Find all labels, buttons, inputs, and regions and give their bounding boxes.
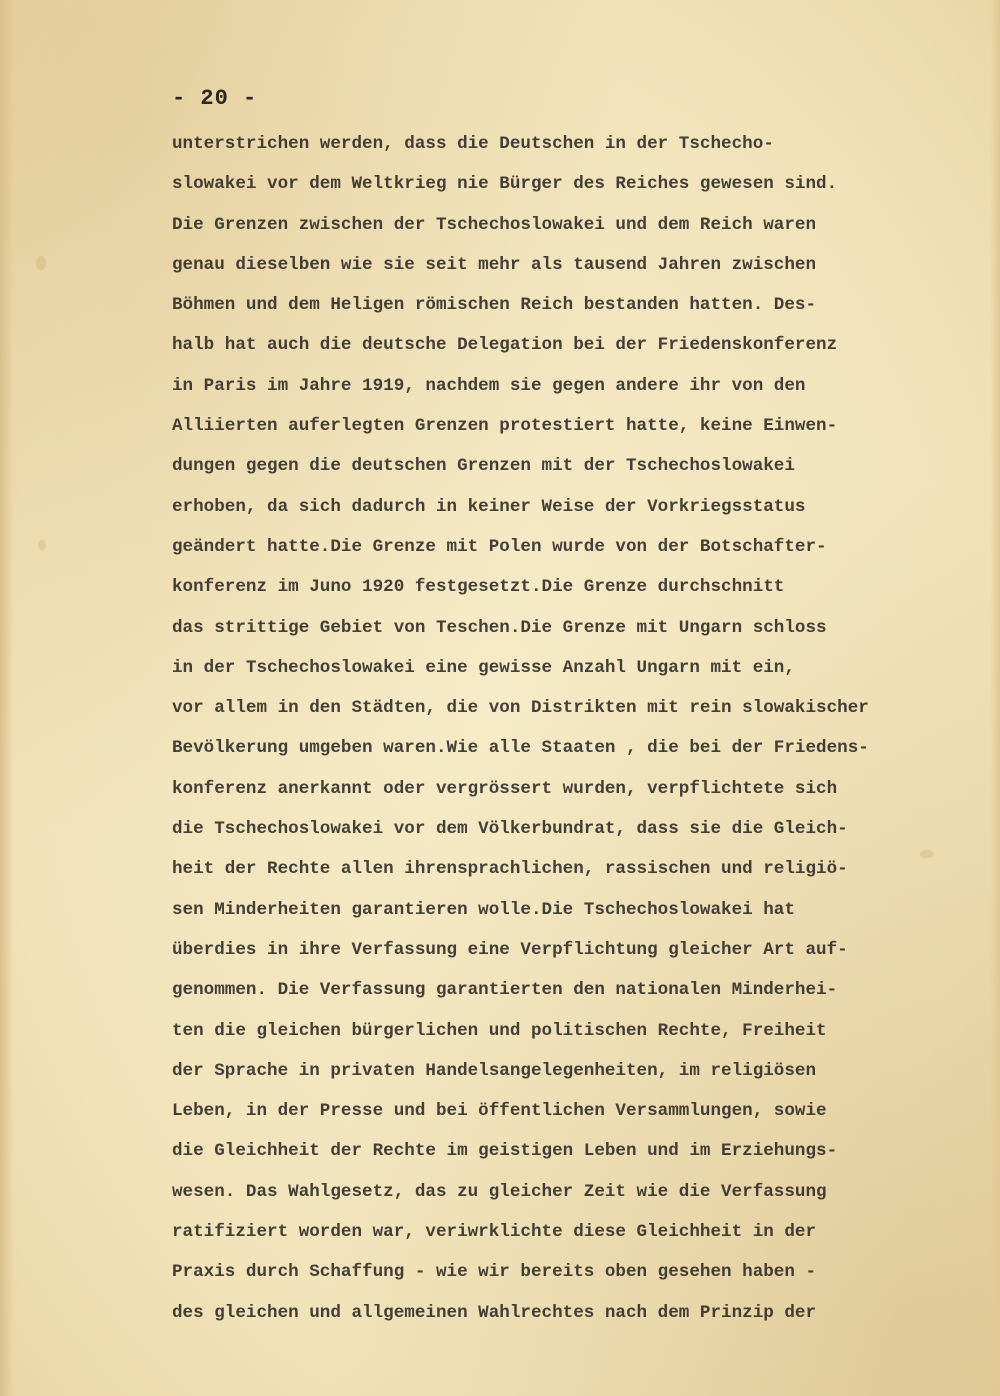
text-line: wesen. Das Wahlgesetz, das zu gleicher Zeit wie die Verfassung xyxy=(172,1181,827,1202)
text-line: genommen. Die Verfassung garantierten den nationalen Minderhei- xyxy=(172,980,838,1001)
text-line: konferenz im Juno 1920 festgesetzt.Die Grenze durchschnitt xyxy=(172,577,785,598)
text-line: erhoben, da sich dadurch in keiner Weise der Vorkriegsstatus xyxy=(172,496,806,517)
text-line: ten die gleichen bürgerlichen und politischen Rechte, Freiheit xyxy=(172,1020,827,1041)
text-line: slowakei vor dem Weltkrieg nie Bürger des Reiches gewesen sind. xyxy=(172,174,838,195)
text-line: das strittige Gebiet von Teschen.Die Grenze mit Ungarn schloss xyxy=(172,617,827,638)
text-line: ratifiziert worden war, veriwrklichte diese Gleichheit in der xyxy=(172,1222,817,1243)
text-line: Bevölkerung umgeben waren.Wie alle Staaten , die bei der Friedens- xyxy=(172,738,869,759)
text-line: genau dieselben wie sie seit mehr als tausend Jahren zwischen xyxy=(172,254,817,275)
text-line: Praxis durch Schaffung - wie wir bereits oben gesehen haben - xyxy=(172,1262,817,1283)
text-line: Alliierten auferlegten Grenzen protestiert hatte, keine Einwen- xyxy=(172,416,838,437)
text-line: unterstrichen werden, dass die Deutschen in der Tschecho- xyxy=(172,134,774,154)
text-line: in der Tschechoslowakei eine gewisse Anzahl Ungarn mit ein, xyxy=(172,657,795,678)
text-line: des gleichen und allgemeinen Wahlrechtes nach dem Prinzip der xyxy=(172,1302,817,1323)
text-line: die Gleichheit der Rechte im geistigen Leben und im Erziehungs- xyxy=(172,1141,838,1162)
text-line: heit der Rechte allen ihrensprachlichen, rassischen und religiö- xyxy=(172,859,848,880)
paper-edge-left xyxy=(0,0,14,1396)
paper-stain xyxy=(36,256,46,270)
text-line: dungen gegen die deutschen Grenzen mit der Tschechoslowakei xyxy=(172,456,795,477)
text-line: geändert hatte.Die Grenze mit Polen wurde von der Botschafter- xyxy=(172,536,827,557)
page-number: - 20 - xyxy=(172,86,258,111)
paper-edge-right xyxy=(990,0,1000,1396)
text-line: die Tschechoslowakei vor dem Völkerbundrat, dass sie die Gleich- xyxy=(172,819,848,840)
text-line: Die Grenzen zwischen der Tschechoslowakei und dem Reich waren xyxy=(172,214,817,235)
text-line: halb hat auch die deutsche Delegation bei der Friedenskonferenz xyxy=(172,335,838,356)
text-line: der Sprache in privaten Handelsangelegenheiten, im religiösen xyxy=(172,1060,817,1081)
text-line: vor allem in den Städten, die von Distrikten mit rein slowakischer xyxy=(172,698,869,719)
text-line: Leben, in der Presse und bei öffentlichen Versammlungen, sowie xyxy=(172,1101,827,1122)
text-line: sen Minderheiten garantieren wolle.Die Tschechoslowakei hat xyxy=(172,899,795,920)
text-line: überdies in ihre Verfassung eine Verpflichtung gleicher Art auf- xyxy=(172,939,848,960)
paper-stain xyxy=(38,540,46,550)
body-text xyxy=(172,124,962,1333)
text-line: konferenz anerkannt oder vergrössert wurden, verpflichtete sich xyxy=(172,778,838,799)
text-line: Böhmen und dem Heligen römischen Reich bestanden hatten. Des- xyxy=(172,295,817,316)
text-line: in Paris im Jahre 1919, nachdem sie gegen andere ihr von den xyxy=(172,375,806,396)
